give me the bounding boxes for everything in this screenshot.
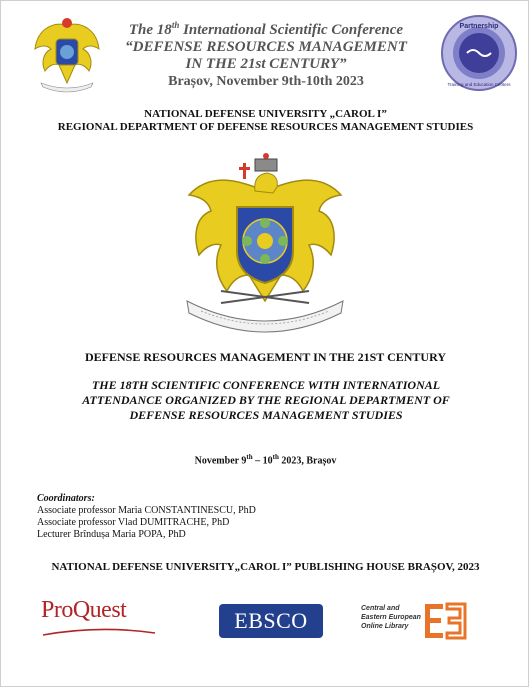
conference-date: Brașov, November 9th-10th 2023 (168, 74, 364, 89)
coordinator-3: Lecturer Brîndușa Maria POPA, PhD (37, 529, 186, 540)
institution-name: NATIONAL DEFENSE UNIVERSITY „CAROL I” (144, 108, 387, 120)
ceeol-logo (361, 602, 469, 640)
proquest-wordmark: ProQuest (41, 597, 127, 623)
department-name: REGIONAL DEPARTMENT OF DEFENSE RESOURCES MANAGEMENT STUDIES (57, 121, 474, 133)
ebsco-logo: EBSCO (219, 604, 323, 638)
proquest-logo (41, 597, 157, 639)
conference-edition: The 18th International Scientific Conference (128, 20, 404, 38)
coordinator-1: Associate professor Maria CONSTANTINESCU, PhD (37, 505, 256, 516)
partnership-label: Partnership (459, 23, 499, 30)
coordinators-block (37, 493, 256, 541)
publisher-line: NATIONAL DEFENSE UNIVERSITY„CAROL I” PUBLISHING HOUSE BRAȘOV, 2023 (51, 561, 480, 573)
coordinator-2: Associate professor Vlad DUMITRACHE, PhD (37, 517, 230, 528)
book-title: DEFENSE RESOURCES MANAGEMENT IN THE 21ST CENTURY (85, 350, 446, 364)
conference-header (101, 17, 431, 91)
conference-dates: November 9th – 10th 2023, Brașov (194, 453, 337, 467)
partnership-badge-icon (439, 13, 519, 93)
partnership-subtitle: Training and Education Centers (447, 82, 511, 87)
proquest-swoosh-icon (41, 625, 157, 639)
coordinators-heading: Coordinators: (37, 493, 95, 504)
conference-name-line2: IN THE 21st CENTURY” (185, 56, 347, 72)
ceeol-wordmark: Central and Eastern European Online Library (361, 605, 421, 630)
book-subtitle: THE 18TH SCIENTIFIC CONFERENCE WITH INTERNATIONAL ATTENDANCE ORGANIZED BY THE REGIONAL DEPARTMENT OF DEFENSE RESOURCES MANAGEMENT STUDIES (82, 378, 450, 422)
department-crest-icon (181, 151, 349, 346)
conference-name-line1: “DEFENSE RESOURCES MANAGEMENT (125, 39, 407, 55)
university-crest-icon (31, 13, 103, 93)
ceeol-mark-icon (421, 602, 469, 640)
